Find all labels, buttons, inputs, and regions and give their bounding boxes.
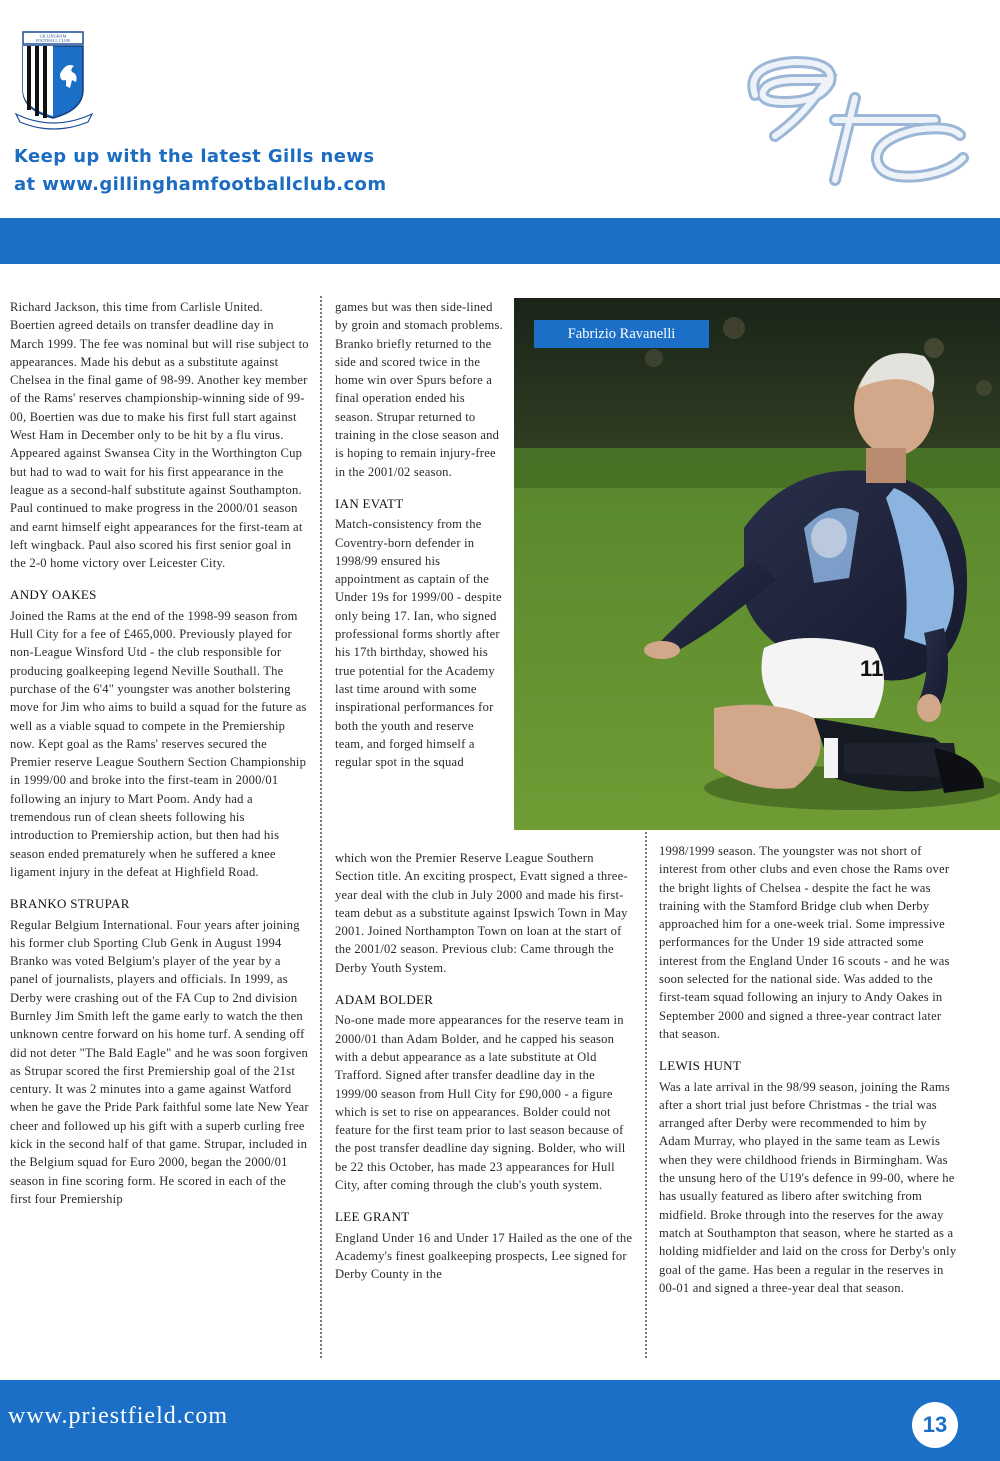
column-1 xyxy=(10,298,310,1208)
svg-text:FOOTBALL CLUB: FOOTBALL CLUB xyxy=(36,38,70,43)
ian-evatt-heading: IAN EVATT xyxy=(335,495,404,511)
gfc-script-logo xyxy=(735,40,975,190)
column-3 xyxy=(659,842,959,1297)
adam-bolder-text: No-one made more appearances for the reserve team in 2000/01 than Adam Bolder, and he capped his season with a debut appearance as a late substitute at Old Trafford. Signed after transfer deadline day in the 1999/00 season from Hull City for £90,000 - a figure which is set to rise on appearances. Bolder could not feature for the first team prior to last season because of the post transfer deadline day signing. Bolder, who will be 22 this October, has made 23 appearances for Hull City, after coming through the club's youth system. xyxy=(335,1013,626,1193)
column-divider-2 xyxy=(645,832,647,1358)
header-tagline xyxy=(14,143,386,199)
header-line-1: Keep up with the latest Gills news xyxy=(14,146,375,167)
player-photo xyxy=(514,298,1000,830)
ian-evatt-text: Match-consistency from the Coventry-born defender in 1998/99 ensured his appointment as captain of the Under 19s for 1999/00 - despite only being 17. Ian, who signed professional forms shortly after his 17th birthday, showed his true potential for the Academy last time around with some inspirational performances for both the youth and reserve team, and forged himself a regular spot in the squad xyxy=(335,517,502,770)
ian-evatt-text-continued: which won the Premier Reserve League Southern Section title. An exciting prospect, Evatt signed a three-year deal with the club in July 2000 and made his first-team debut as a substitute against Ipswich Town in May 2001. Joined Northampton Town on loan at the start of the 2001/02 season. Previous club: Came through the Derby Youth System. xyxy=(335,851,628,975)
adam-bolder-heading: ADAM BOLDER xyxy=(335,992,434,1008)
andy-oakes-text: Joined the Rams at the end of the 1998-99 season from Hull City for a fee of £465,000. Previously played for non-League Winsford Utd - the club responsible for producing goalkeeping legend Neville Southall. The purchase of the 6'4" youngster was another bolstering move for Jim who aims to build a squad for the future as well as a viable squad to compete in the Premiership now. Kept goal as the Rams' reserves secured the Premier reserve League Southern Section Championship in 1999/00 and broke into the first-team in 2000/01 following an injury to Mart Poom. Andy had a tremendous run of clean sheets following his introduction to Premiership action, but then had his season ended prematurely when he suffered a knee ligament injury in the defeat at Highfield Road. xyxy=(10,608,307,879)
shirt-number: 11 xyxy=(860,656,884,681)
andy-oakes-heading: ANDY OAKES xyxy=(10,587,97,603)
branko-strupar-continued: games but was then side-lined by groin and stomach problems. Branko briefly returned to the side and scored twice in the home win over Spurs before a final operation ended his season. Strupar returned to training in the close season and is hoping to remain injury-free in the 2001/02 season. xyxy=(335,300,503,479)
gillingham-crest-logo xyxy=(14,30,94,130)
lee-grant-text: England Under 16 and Under 17 Hailed as the one of the Academy's finest goalkeeping prospects, Lee signed for Derby County in the xyxy=(335,1230,633,1282)
page-number-badge: 13 xyxy=(912,1402,958,1448)
lee-grant-text-continued: 1998/1999 season. The youngster was not short of interest from other clubs and even chose the Rams over the bright lights of Chelsea - despite the fact he was training with the Stamford Bridge club when Derby approached him for a one-week trial. Some impressive performances for the Under 19 side attracted some interest from the England Under 16 scouts - and he was soon selected for the national side. Was added to the first-team squad following an injury to Andy Oakes in September 2000 and signed a three-year contract later that season. xyxy=(659,844,950,1041)
column-2-top xyxy=(335,298,503,771)
footer-website: www.priestfield.com xyxy=(8,1403,229,1429)
lewis-hunt-text: Was a late arrival in the 98/99 season, joining the Rams after a short trial just before Christmas - the trial was arranged after Derby were recommended to him by Adam Murray, who played in the same team as Lewis when they were childhood friends in Birmingham. Was the unsung hero of the U19's defence in 99-00, where he has usually featured as libero after switching from midfield. Broke through into the reserves for the away match at Southampton that season, where he started as a holding midfielder and laid on the cross for Derby's only goal of the game. Has been a regular in the reserves in 00-01 and signed a three-year deal that season. xyxy=(659,1079,957,1295)
header-blue-band xyxy=(0,218,1000,264)
boertien-text: Richard Jackson, this time from Carlisle United. Boertien agreed details on transfer deadline day in March 1999. The fee was nominal but will rise subject to appearances. Made his debut as a substitute against Chelsea in the final game of 98-99. Another key member of the Rams' reserves championship-winning side of 99-00, Boertien was due to make his first full start against West Ham in December only to be hit by a flu virus. Appeared against Swansea City in the Worthington Cup but had to wad to wait for his first appearance in the league as a second-half substitute against Southampton. Paul continued to make progress in the 2000/01 season and earnt himself eight appearances for the first-team at left wingback. Paul also scored his first senior goal in the 2-0 home victory over Leicester City. xyxy=(10,300,309,571)
column-2-bottom xyxy=(335,849,635,1284)
lewis-hunt-heading: LEWIS HUNT xyxy=(659,1058,742,1074)
header-line-2: at www.gillinghamfootballclub.com xyxy=(14,174,387,195)
lee-grant-heading: LEE GRANT xyxy=(335,1209,410,1225)
branko-strupar-heading: BRANKO STRUPAR xyxy=(10,896,130,912)
svg-text:GILLINGHAM: GILLINGHAM xyxy=(39,33,67,39)
photo-caption: Fabrizio Ravanelli xyxy=(534,320,709,348)
branko-strupar-text: Regular Belgium International. Four years after joining his former club Sporting Club Genk in August 1994 Branko was voted Belgium's player of the year by a panel of journalists, players and officials. In 1999, as Derby were crashing out of the FA Cup to 2nd division Burnley Jim Smith left the game early to watch the then unknown centre forward on his home turf. A sending off did not deter "The Bald Eagle" and he was soon forgiven as Strupar scored the first Premiership goal of the 21st century. It was 2 minutes into a game against Watford when he gave the Pride Park faithful some late New Year cheer and followed up his gift with a superb curling free kick in the second half of that game. Strupar, included in the Belgium squad for Euro 2000, began the 2000/01 season in fine scoring form. He scored in each of the first four Premiership xyxy=(10,917,309,1206)
column-divider-1 xyxy=(320,296,322,1358)
